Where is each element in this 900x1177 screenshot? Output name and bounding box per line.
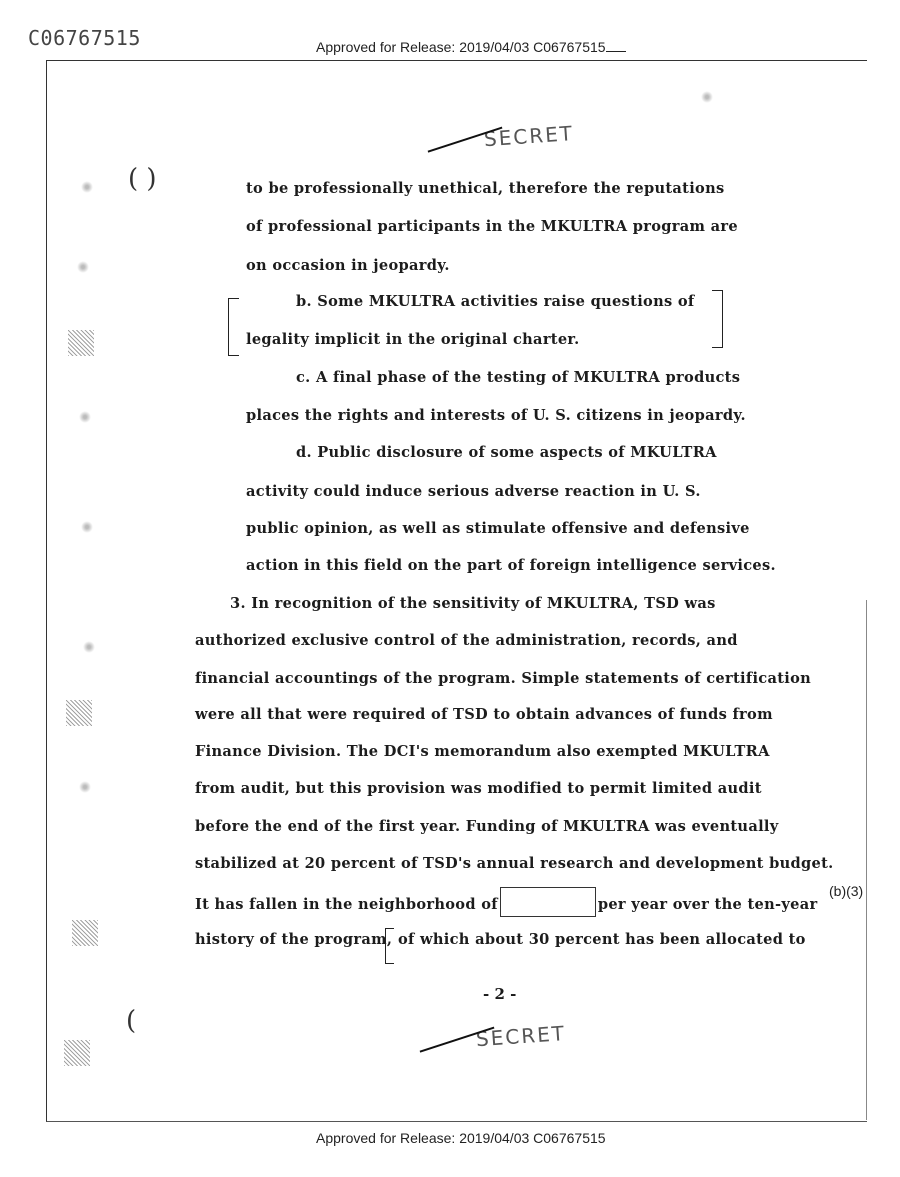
bracket-left bbox=[228, 298, 239, 356]
body-line: from audit, but this provision was modified to permit limited audit bbox=[195, 780, 762, 797]
bracket-right bbox=[712, 290, 723, 348]
body-line: of which about 30 percent has been allocated to bbox=[398, 931, 806, 948]
scan-speck bbox=[80, 520, 94, 534]
body-line: before the end of the first year. Funding of MKULTRA was eventually bbox=[195, 818, 779, 835]
scan-speck bbox=[82, 640, 96, 654]
body-line: on occasion in jeopardy. bbox=[246, 257, 450, 274]
redaction-box bbox=[500, 887, 596, 917]
scan-smudge bbox=[68, 330, 94, 356]
scan-smudge bbox=[64, 1040, 90, 1066]
body-line: to be professionally unethical, therefore the reputations bbox=[246, 180, 725, 197]
margin-paren-bottom: ( bbox=[126, 1006, 137, 1036]
body-line: d. Public disclosure of some aspects of MKULTRA bbox=[296, 444, 717, 461]
scan-speck bbox=[78, 780, 92, 794]
body-line: public opinion, as well as stimulate offensive and defensive bbox=[246, 520, 750, 537]
release-header: Approved for Release: 2019/04/03 C06767515 bbox=[316, 39, 626, 55]
margin-paren-top: ( ) bbox=[128, 164, 157, 194]
body-line: 3. In recognition of the sensitivity of MKULTRA, TSD was bbox=[230, 595, 716, 612]
scan-smudge bbox=[72, 920, 98, 946]
body-line-end: per year over the ten-year bbox=[597, 896, 818, 913]
classification-stamp-bottom: SECRET bbox=[423, 1021, 566, 1055]
body-line: Finance Division. The DCI's memorandum also exempted MKULTRA bbox=[195, 743, 770, 760]
classification-stamp-top: SECRET bbox=[431, 121, 574, 155]
body-line: legality implicit in the original charter. bbox=[246, 331, 580, 348]
body-line: history of the program, bbox=[195, 931, 393, 948]
body-line: financial accountings of the program. Simple statements of certification bbox=[195, 670, 812, 687]
body-line: were all that were required of TSD to obtain advances of funds from bbox=[195, 706, 773, 723]
body-line-redacted bbox=[195, 893, 817, 917]
page-number: - 2 - bbox=[483, 985, 517, 1003]
scan-speck bbox=[700, 90, 714, 104]
body-line: action in this field on the part of foreign intelligence services. bbox=[246, 557, 776, 574]
body-line: places the rights and interests of U. S. citizens in jeopardy. bbox=[246, 407, 746, 424]
scan-speck bbox=[76, 260, 90, 274]
body-line: of professional participants in the MKULTRA program are bbox=[246, 218, 738, 235]
document-id: C06767515 bbox=[28, 26, 141, 50]
scan-speck bbox=[80, 180, 94, 194]
bracket-small bbox=[385, 928, 394, 964]
scan-smudge bbox=[66, 700, 92, 726]
right-margin-rule bbox=[866, 600, 867, 1120]
body-line: b. Some MKULTRA activities raise questions of bbox=[296, 293, 695, 310]
exemption-code: (b)(3) bbox=[829, 883, 864, 899]
release-footer: Approved for Release: 2019/04/03 C06767515 bbox=[316, 1130, 606, 1146]
body-line-start: It has fallen in the neighborhood of bbox=[195, 896, 498, 913]
body-line: stabilized at 20 percent of TSD's annual research and development budget. bbox=[195, 855, 834, 872]
scan-speck bbox=[78, 410, 92, 424]
body-line: c. A final phase of the testing of MKULTRA products bbox=[296, 369, 741, 386]
body-line: activity could induce serious adverse reaction in U. S. bbox=[246, 483, 701, 500]
body-line: authorized exclusive control of the administration, records, and bbox=[195, 632, 738, 649]
